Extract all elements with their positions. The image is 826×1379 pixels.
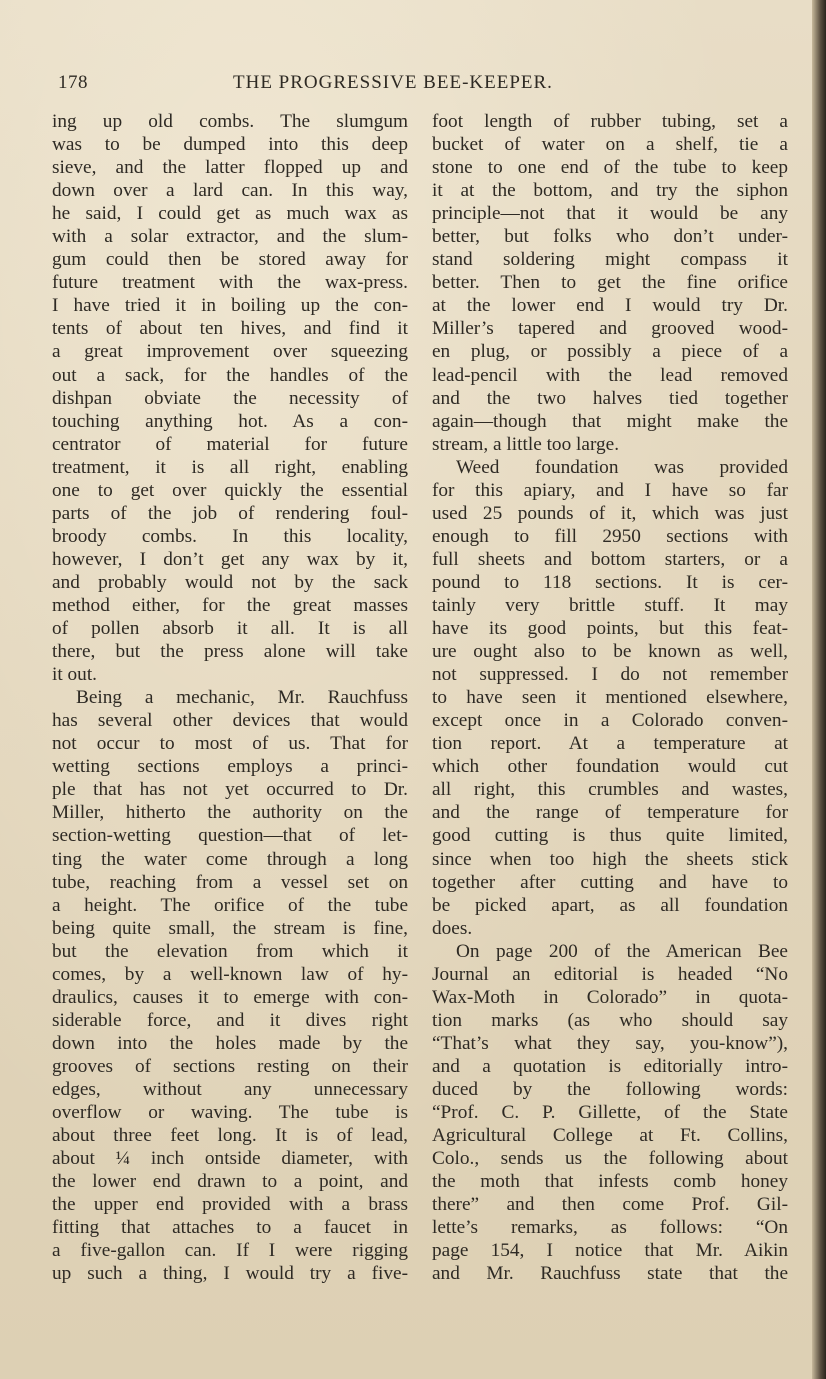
text-line: which other foundation would cut — [432, 756, 788, 778]
text-line: for this apiary, and I have so far — [432, 479, 788, 501]
text-line: tainly very brittle stuff. It may — [432, 594, 788, 616]
text-line: lette’s remarks, as follows: “On — [432, 1217, 788, 1239]
text-line: have its good points, but this feat- — [432, 618, 788, 640]
text-line: at the lower end I would try Dr. — [432, 295, 788, 317]
text-line: there, but the press alone will take — [52, 641, 408, 663]
text-line: “That’s what they say, you-know”), — [432, 1032, 788, 1054]
text-line: better, but folks who don’t under- — [432, 226, 788, 248]
text-line: overflow or waving. The tube is — [52, 1102, 408, 1124]
text-line: pound to 118 sections. It is cer- — [432, 571, 788, 593]
text-line: page 154, I notice that Mr. Aikin — [432, 1240, 788, 1262]
text-line: out a sack, for the handles of the — [52, 364, 408, 386]
text-line: has several other devices that would — [52, 710, 408, 732]
text-line: parts of the job of rendering foul- — [52, 502, 408, 524]
book-spine-edge — [812, 0, 826, 1379]
text-line: of pollen absorb it all. It is all — [52, 618, 408, 640]
text-line: tube, reaching from a vessel set on — [52, 871, 408, 893]
text-line: good cutting is thus quite limited, — [432, 825, 788, 847]
text-line: but the elevation from which it — [52, 940, 408, 962]
text-line: tents of about ten hives, and find it — [52, 318, 408, 340]
text-line: draulics, causes it to emerge with con- — [52, 986, 408, 1008]
text-line: together after cutting and have to — [432, 871, 788, 893]
text-line: wetting sections employs a princi- — [52, 756, 408, 778]
text-line: and Mr. Rauchfuss state that the — [432, 1263, 788, 1285]
text-line: principle—not that it would be any — [432, 203, 788, 225]
text-line: dishpan obviate the necessity of — [52, 387, 408, 409]
text-line: tion marks (as who should say — [432, 1009, 788, 1031]
text-line: the moth that infests comb honey — [432, 1171, 788, 1193]
text-line: Miller’s tapered and grooved wood- — [432, 318, 788, 340]
text-line: tion report. At a temperature at — [432, 733, 788, 755]
text-line: section-wetting question—that of let- — [52, 825, 408, 847]
text-line: ting the water come through a long — [52, 848, 408, 870]
text-line: it out. — [52, 664, 97, 686]
text-line: sieve, and the latter flopped up and — [52, 157, 408, 179]
text-line: full sheets and bottom starters, or a — [432, 548, 788, 570]
text-line: Being a mechanic, Mr. Rauchfuss — [76, 687, 408, 709]
right-text-column — [432, 110, 788, 1285]
text-line: not occur to most of us. That for — [52, 733, 408, 755]
text-line: about ¼ inch ontside diameter, with — [52, 1148, 408, 1170]
text-line: being quite small, the stream is fine, — [52, 917, 408, 939]
text-line: a five-gallon can. If I were rigging — [52, 1240, 408, 1262]
text-line: Colo., sends us the following about — [432, 1148, 788, 1170]
text-line: Weed foundation was provided — [456, 456, 788, 478]
journal-title: THE PROGRESSIVE BEE-KEEPER. — [233, 72, 553, 93]
text-line: method either, for the great masses — [52, 594, 408, 616]
text-line: to have seen it mentioned elsewhere, — [432, 687, 788, 709]
text-line: again—though that might make the — [432, 410, 788, 432]
text-line: On page 200 of the American Bee — [456, 940, 788, 962]
text-line: treatment, it is all right, enabling — [52, 456, 408, 478]
text-line: Wax-Moth in Colorado” in quota- — [432, 986, 788, 1008]
text-line: down into the holes made by the — [52, 1032, 408, 1054]
text-line: stream, a little too large. — [432, 433, 620, 455]
text-line: fitting that attaches to a faucet in — [52, 1217, 408, 1239]
text-line: foot length of rubber tubing, set a — [432, 111, 788, 132]
text-line: one to get over quickly the essential — [52, 479, 408, 501]
text-line: there” and then come Prof. Gil- — [432, 1194, 788, 1216]
text-line: ing up old combs. The slumgum — [52, 111, 408, 132]
text-line: it at the bottom, and try the siphon — [432, 180, 788, 202]
text-line: gum could then be stored away for — [52, 249, 408, 271]
running-head — [58, 72, 798, 100]
text-line: stand soldering might compass it — [432, 249, 788, 271]
text-line: broody combs. In this locality, — [52, 525, 408, 547]
text-line: except once in a Colorado conven- — [432, 710, 788, 732]
text-line: lead-pencil with the lead removed — [432, 364, 788, 386]
text-line: with a solar extractor, and the slum- — [52, 226, 408, 248]
text-line: the upper end provided with a brass — [52, 1194, 408, 1216]
text-line: however, I don’t get any wax by it, — [52, 548, 408, 570]
text-line: be picked apart, as all foundation — [432, 894, 788, 916]
text-line: comes, by a well-known law of hy- — [52, 963, 408, 985]
text-line: I have tried it in boiling up the con- — [52, 295, 408, 317]
text-line: and the range of temperature for — [432, 802, 788, 824]
page-number: 178 — [58, 72, 88, 93]
text-line: Agricultural College at Ft. Collins, — [432, 1125, 788, 1147]
text-line: enough to fill 2950 sections with — [432, 525, 788, 547]
left-text-column — [52, 110, 408, 1285]
text-line: en plug, or possibly a piece of a — [432, 341, 788, 363]
text-line: the lower end drawn to a point, and — [52, 1171, 408, 1193]
text-line: up such a thing, I would try a five- — [52, 1263, 408, 1285]
text-line: and probably would not by the sack — [52, 571, 408, 593]
text-line: since when too high the sheets stick — [432, 848, 788, 870]
text-line: better. Then to get the fine orifice — [432, 272, 788, 294]
text-line: all right, this crumbles and wastes, — [432, 779, 788, 801]
text-line: duced by the following words: — [432, 1078, 788, 1100]
text-line: and the two halves tied together — [432, 387, 788, 409]
text-line: “Prof. C. P. Gillette, of the State — [432, 1102, 788, 1124]
text-line: touching anything hot. As a con- — [52, 410, 408, 432]
text-line: was to be dumped into this deep — [52, 134, 408, 156]
text-line: bucket of water on a shelf, tie a — [432, 134, 788, 156]
text-line: about three feet long. It is of lead, — [52, 1125, 408, 1147]
text-line: used 25 pounds of it, which was just — [432, 502, 788, 524]
text-line: not suppressed. I do not remember — [432, 664, 788, 686]
text-line: down over a lard can. In this way, — [52, 180, 408, 202]
text-line: a height. The orifice of the tube — [52, 894, 408, 916]
text-line: Miller, hitherto the authority on the — [52, 802, 408, 824]
text-line: stone to one end of the tube to keep — [432, 157, 788, 179]
text-line: centrator of material for future — [52, 433, 408, 455]
text-line: future treatment with the wax-press. — [52, 272, 408, 294]
text-line: he said, I could get as much wax as — [52, 203, 408, 225]
text-line: does. — [432, 917, 473, 939]
text-line: and a quotation is editorially intro- — [432, 1055, 788, 1077]
text-line: a great improvement over squeezing — [52, 341, 408, 363]
text-line: siderable force, and it dives right — [52, 1009, 408, 1031]
text-line: edges, without any unnecessary — [52, 1078, 408, 1100]
text-line: ple that has not yet occurred to Dr. — [52, 779, 408, 801]
text-line: Journal an editorial is headed “No — [432, 963, 788, 985]
text-line: grooves of sections resting on their — [52, 1055, 408, 1077]
text-line: ure ought also to be known as well, — [432, 641, 788, 663]
